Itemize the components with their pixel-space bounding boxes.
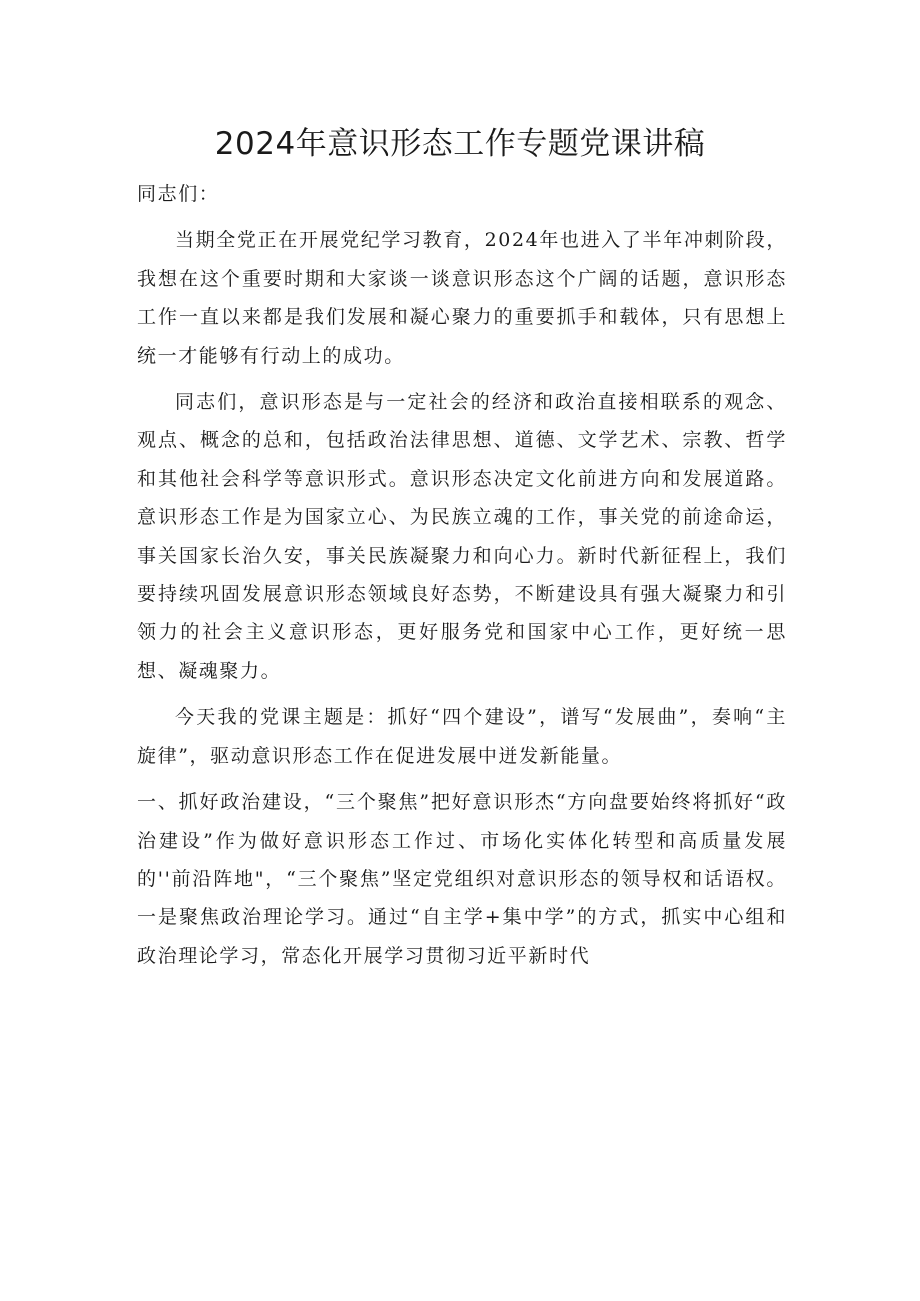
paragraph-intro: 当期全党正在开展党纪学习教育，2024年也进入了半年冲刺阶段，我想在这个重要时期和大家谈一谈意识形态这个广阔的话题，意识形态工作一直以来都是我们发展和凝心聚力的重要抓手和载体，只有思想上统一才能够有行动上的成功。 xyxy=(137,229,787,367)
paragraph-definition: 同志们，意识形态是与一定社会的经济和政治直接相联系的观念、观点、概念的总和，包括政治法律思想、道德、文学艺术、宗教、哲学和其他社会科学等意识形式。意识形态决定文化前进方向和发展道路。意识形态工作是为国家立心、为民族立魂的工作，事关党的前途命运，事关国家长治久安，事关民族凝聚力和向心力。新时代新征程上，我们要持续巩固发展意识形态领域良好态势，不断建设具有强大凝聚力和引领力的社会主义意识形态，更好服务党和国家中心工作，更好统一思想、凝魂聚力。 xyxy=(137,391,787,682)
paragraph-theme: 今天我的党课主题是：抓好“四个建设”，谱写“发展曲”，奏响“主旋律”，驱动意识形态工作在促进发展中迸发新能量。 xyxy=(137,706,787,767)
section-one: 一、抓好政治建设，“三个聚焦”把好意识形杰“方向盘要始终将抓好“政治建设”作为做好意识形态工作过、市场化实体化转型和高质量发展的''前沿阵地"，“三个聚焦”坚定党组织对意识形态的领导权和话语权。一是聚焦政治理论学习。通过“自主学+集中学”的方式，抓实中心组和政治理论学习，常态化开展学习贯彻习近平新时代 xyxy=(137,791,787,967)
document-body xyxy=(137,175,787,975)
document-title: 2024年意识形态工作专题党课讲稿 xyxy=(214,126,706,162)
greeting: 同志们： xyxy=(137,183,220,205)
